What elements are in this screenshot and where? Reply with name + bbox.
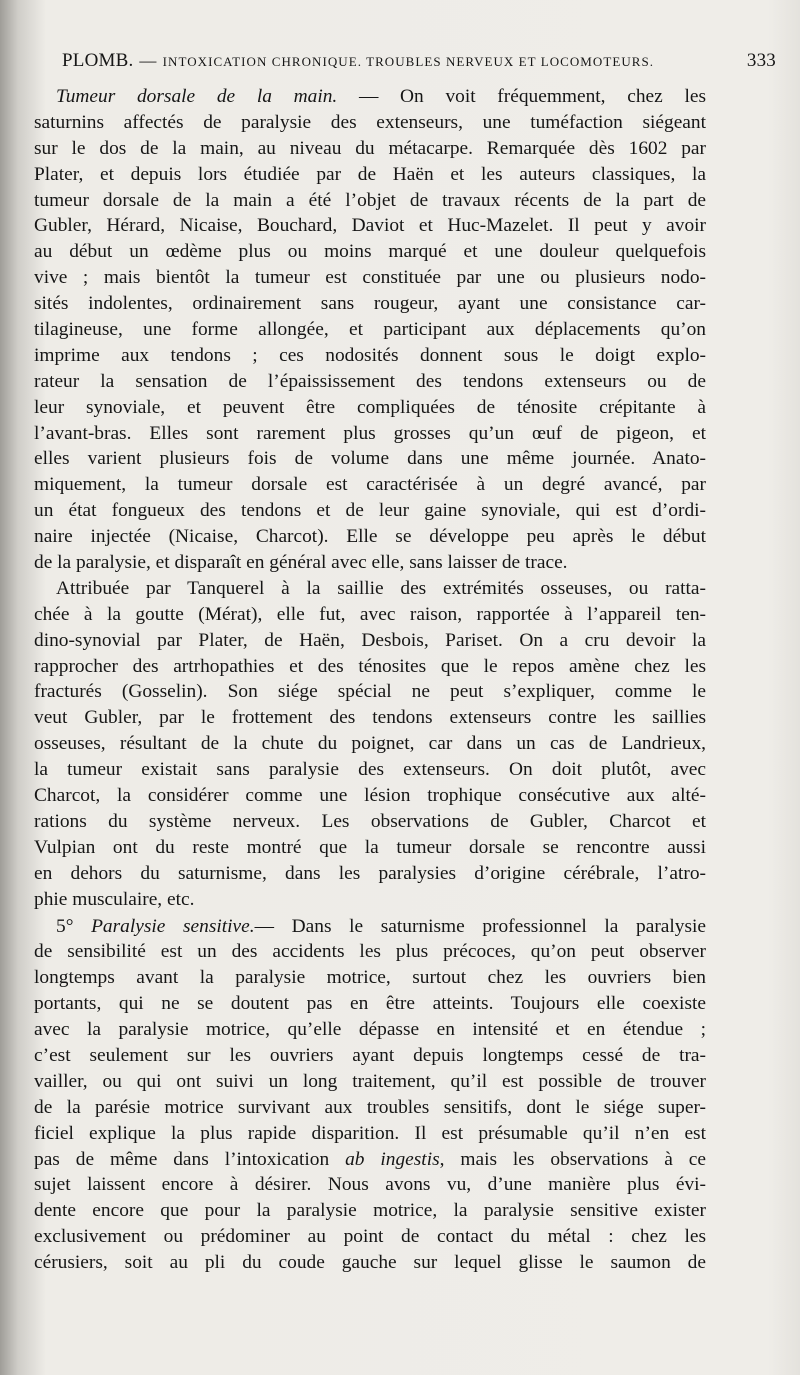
text-line: de la paralysie, et disparaît en général avec elle, sans laisser de trace. [34,552,568,574]
latin-phrase: ab ingestis [345,1148,440,1170]
text-line: tumeur dorsale de la main a été l’objet de travaux récents de la part de [34,189,706,211]
text-line: sités indolentes, ordinairement sans rougeur, ayant une consistance car- [34,293,706,315]
text-line: de sensibilité est un des accidents les plus précoces, qu’on peut observer [34,941,706,963]
text-line: cérusiers, soit au pli du coude gauche sur lequel glisse le saumon de [34,1252,706,1274]
text-line: osseuses, résultant de la chute du poignet, car dans un cas de Landrieux, [34,733,706,755]
text-line: longtemps avant la paralysie motrice, surtout chez les ouvriers bien [34,967,706,989]
text-line: elles varient plusieurs fois de volume dans une même journée. Anato- [34,448,706,470]
text-line: veut Gubler, par le frottement des tendons extenseurs contre les saillies [34,707,706,729]
text-line: naire injectée (Nicaise, Charcot). Elle se développe peu après le début [34,526,706,548]
text-line: avec la paralysie motrice, qu’elle dépasse en intensité et en étendue ; [34,1019,706,1041]
text-line: Gubler, Hérard, Nicaise, Bouchard, Daviot et Huc-Mazelet. Il peut y avoir [34,215,706,237]
text-line: sujet laissent encore à désirer. Nous avons vu, d’une manière plus évi- [34,1174,706,1196]
text-line: en dehors du saturnisme, dans les paralysies d’origine cérébrale, l’atro- [34,862,706,884]
subsection-title: Tumeur dorsale de la main. [56,86,338,107]
page-number: 333 [746,50,776,71]
text-line: un état fongueux des tendons et de leur gaine synoviale, qui est d’ordi- [34,500,706,522]
text-line: ficiel explique la plus rapide disparition. Il est présumable qu’il n’en est [34,1122,706,1144]
text-line: pas de même dans l’intoxication ab ingestis, mais les observations à ce [34,1148,706,1170]
text-line: vive ; mais bientôt la tumeur est constituée par une ou plusieurs nodo- [34,267,706,289]
text-line: rapprocher des artrhopathies et des ténosites que le repos amène chez les [34,655,706,677]
text-line: de la parésie motrice survivant aux troubles sensitifs, dont le siége super- [34,1096,706,1118]
text-line: Charcot, la considérer comme une lésion trophique consécutive aux alté- [34,785,706,807]
text-line: saturnins affectés de paralysie des extenseurs, une tuméfaction siégeant [34,111,706,133]
running-head-section: INTOXICATION CHRONIQUE. TROUBLES NERVEUX ET LOCOMOTEURS. [162,54,655,69]
text-line: dino-synovial par Plater, de Haën, Desbois, Pariset. On a cru devoir la [34,629,706,651]
text-line: au début un œdème plus ou moins marqué et une douleur quelquefois [34,241,706,263]
text-line: Plater, et depuis lors étudiée par de Haën et les auteurs classiques, la [34,163,706,185]
body-text [34,84,706,1276]
text-line: portants, qui ne se doutent pas en être atteints. Toujours elle coexiste [34,993,706,1015]
text-line: la tumeur existait sans paralysie des extenseurs. On doit plutôt, avec [34,759,706,781]
text-line: 5° Paralysie sensitive.— Dans le saturnisme professionnel la paralysie [56,915,707,937]
text-line: l’avant-bras. Elles sont rarement plus grosses qu’un œuf de pigeon, et [34,422,706,444]
text-line: miquement, la tumeur dorsale est caractérisée à un degré avancé, par [34,474,706,496]
text-line: dente encore que pour la paralysie motrice, la paralysie sensitive exister [34,1200,706,1222]
text-line: exclusivement ou prédominer au point de contact du métal : chez les [34,1226,706,1248]
text-line: Attribuée par Tanquerel à la saillie des extrémités osseuses, ou ratta- [56,577,706,599]
running-head-title: PLOMB. [62,50,134,71]
text-line: Vulpian ont du reste montré que la tumeur dorsale se rencontre aussi [34,836,706,858]
text-line: tilagineuse, une forme allongée, et participant aux déplacements qu’on [34,319,706,341]
text-line: chée à la goutte (Mérat), elle fut, avec raison, rapportée à l’appareil ten- [34,603,706,625]
text-line: c’est seulement sur les ouvriers ayant depuis longtemps cessé de tra- [34,1044,706,1066]
section-number: 5° [56,915,74,937]
running-head-dash: — [139,51,157,70]
section-title: Paralysie sensitive. [91,915,255,937]
text-line: rations du système nerveux. Les observations de Gubler, Charcot et [34,810,706,832]
text-line: sur le dos de la main, au niveau du métacarpe. Remarquée dès 1602 par [34,137,706,159]
text-line: Tumeur dorsale de la main. — On voit fréquemment, chez les [56,86,706,107]
text-line: imprime aux tendons ; ces nodosités donnent sous le doigt explo- [34,344,706,366]
text-line: vailler, ou qui ont suivi un long traitement, qu’il est possible de trouver [34,1070,706,1092]
text-line: leur synoviale, et peuvent être compliquées de ténosite crépitante à [34,396,706,418]
running-head [62,48,776,74]
text-line: rateur la sensation de l’épaississement des tendons extenseurs ou de [34,370,706,392]
text-line: phie musculaire, etc. [34,888,195,910]
text-line: fracturés (Gosselin). Son siége spécial ne peut s’expliquer, comme le [34,681,706,703]
